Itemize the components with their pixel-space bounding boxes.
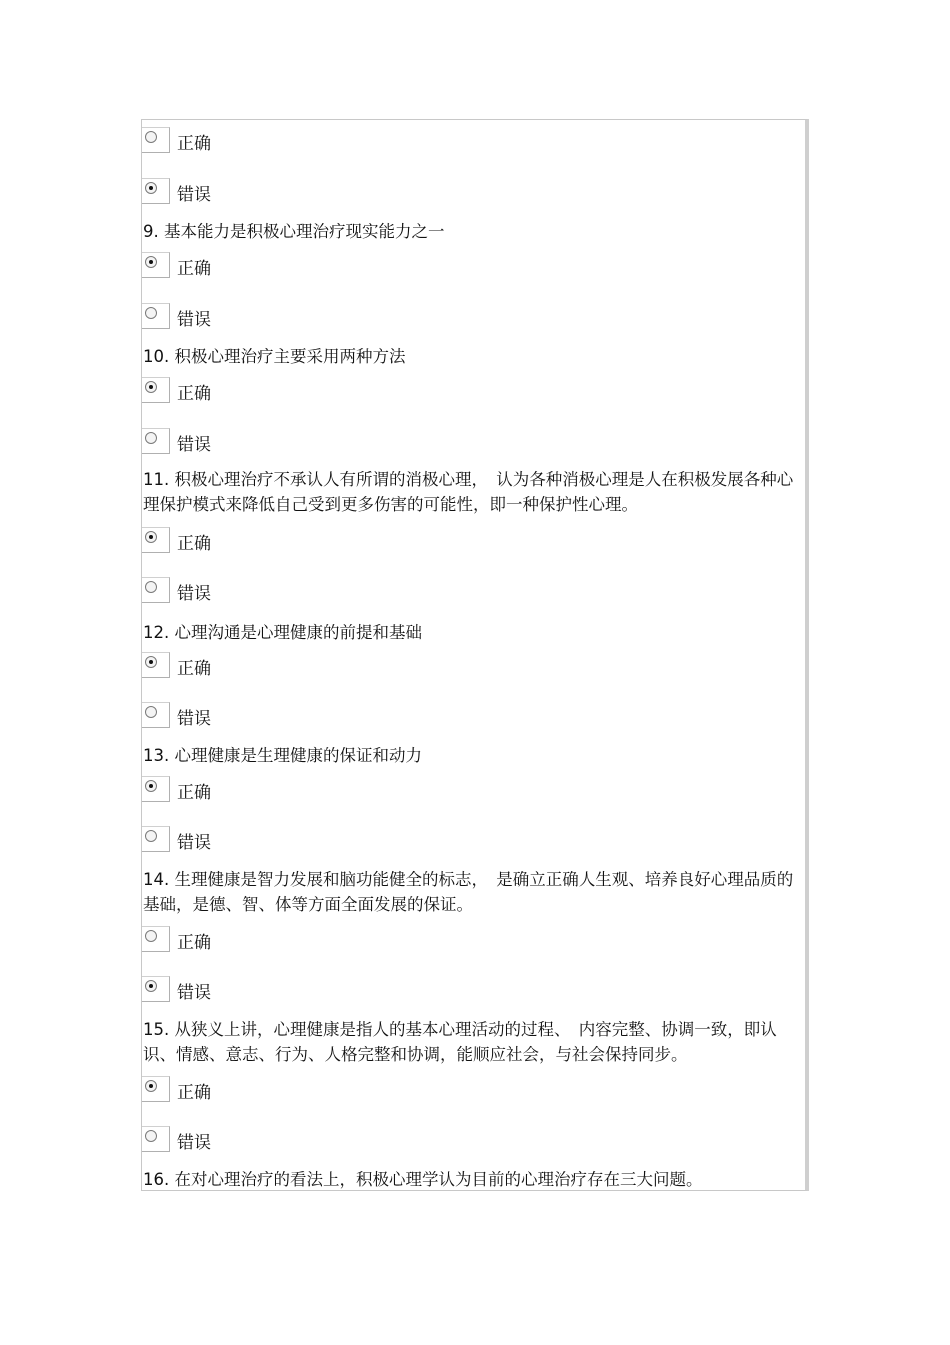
question-text: 12. 心理沟通是心理健康的前提和基础 bbox=[143, 623, 422, 642]
option-label: 正确 bbox=[177, 1083, 211, 1103]
option-label: 错误 bbox=[177, 185, 211, 205]
radio-frame bbox=[142, 702, 170, 728]
option-label: 错误 bbox=[177, 310, 211, 330]
radio-unchecked-icon[interactable] bbox=[145, 930, 157, 942]
question-text: 10. 积极心理治疗主要采用两种方法 bbox=[143, 347, 406, 366]
option-label: 错误 bbox=[177, 435, 211, 455]
answer-option-correct[interactable] bbox=[142, 776, 342, 806]
question-text: 16. 在对心理治疗的看法上，积极心理学认为目前的心理治疗存在三大问题。 bbox=[143, 1170, 703, 1189]
answer-option-wrong[interactable] bbox=[142, 428, 342, 458]
answer-option-correct[interactable] bbox=[142, 1076, 342, 1106]
answer-option-wrong[interactable] bbox=[142, 178, 342, 208]
radio-unchecked-icon[interactable] bbox=[145, 307, 157, 319]
radio-frame bbox=[142, 1126, 170, 1152]
question-text: 14. 生理健康是智力发展和脑功能健全的标志， 是确立正确人生观、培养良好心理品质的基础，是德、智、体等方面全面发展的保证。 bbox=[143, 870, 794, 914]
option-label: 错误 bbox=[177, 584, 211, 604]
radio-frame bbox=[142, 428, 170, 454]
radio-frame bbox=[142, 127, 170, 153]
radio-unchecked-icon[interactable] bbox=[145, 830, 157, 842]
radio-frame bbox=[142, 252, 170, 278]
radio-checked-icon[interactable] bbox=[145, 182, 157, 194]
question-text: 11. 积极心理治疗不承认人有所谓的消极心理， 认为各种消极心理是人在积极发展各种心理保护模式来降低自己受到更多伤害的可能性，即一种保护性心理。 bbox=[143, 470, 794, 514]
radio-checked-icon[interactable] bbox=[145, 980, 157, 992]
answer-option-correct[interactable] bbox=[142, 527, 342, 557]
radio-frame bbox=[142, 178, 170, 204]
option-label: 正确 bbox=[177, 384, 211, 404]
answer-option-correct[interactable] bbox=[142, 377, 342, 407]
option-label: 正确 bbox=[177, 534, 211, 554]
radio-frame bbox=[142, 527, 170, 553]
answer-option-wrong[interactable] bbox=[142, 303, 342, 333]
radio-frame bbox=[142, 652, 170, 678]
radio-frame bbox=[142, 826, 170, 852]
answer-option-wrong[interactable] bbox=[142, 702, 342, 732]
option-label: 正确 bbox=[177, 659, 211, 679]
answer-option-wrong[interactable] bbox=[142, 826, 342, 856]
radio-checked-icon[interactable] bbox=[145, 1080, 157, 1092]
radio-checked-icon[interactable] bbox=[145, 256, 157, 268]
option-label: 正确 bbox=[177, 933, 211, 953]
option-label: 错误 bbox=[177, 833, 211, 853]
question-text: 13. 心理健康是生理健康的保证和动力 bbox=[143, 746, 422, 765]
answer-option-correct[interactable] bbox=[142, 252, 342, 282]
answer-option-correct[interactable] bbox=[142, 127, 342, 157]
radio-checked-icon[interactable] bbox=[145, 531, 157, 543]
answer-option-correct[interactable] bbox=[142, 926, 342, 956]
radio-unchecked-icon[interactable] bbox=[145, 432, 157, 444]
radio-frame bbox=[142, 926, 170, 952]
option-label: 错误 bbox=[177, 709, 211, 729]
radio-checked-icon[interactable] bbox=[145, 656, 157, 668]
radio-frame bbox=[142, 776, 170, 802]
option-label: 正确 bbox=[177, 134, 211, 154]
radio-unchecked-icon[interactable] bbox=[145, 581, 157, 593]
radio-frame bbox=[142, 303, 170, 329]
option-label: 错误 bbox=[177, 983, 211, 1003]
radio-unchecked-icon[interactable] bbox=[145, 131, 157, 143]
radio-unchecked-icon[interactable] bbox=[145, 1130, 157, 1142]
radio-frame bbox=[142, 1076, 170, 1102]
question-text: 9. 基本能力是积极心理治疗现实能力之一 bbox=[143, 222, 445, 241]
answer-option-wrong[interactable] bbox=[142, 1126, 342, 1156]
radio-frame bbox=[142, 976, 170, 1002]
radio-unchecked-icon[interactable] bbox=[145, 706, 157, 718]
radio-frame bbox=[142, 577, 170, 603]
option-label: 正确 bbox=[177, 783, 211, 803]
answer-option-correct[interactable] bbox=[142, 652, 342, 682]
radio-frame bbox=[142, 377, 170, 403]
answer-option-wrong[interactable] bbox=[142, 976, 342, 1006]
radio-checked-icon[interactable] bbox=[145, 381, 157, 393]
answer-option-wrong[interactable] bbox=[142, 577, 342, 607]
option-label: 错误 bbox=[177, 1133, 211, 1153]
option-label: 正确 bbox=[177, 259, 211, 279]
radio-checked-icon[interactable] bbox=[145, 780, 157, 792]
question-text: 15. 从狭义上讲，心理健康是指人的基本心理活动的过程、 内容完整、协调一致，即认识、情感、意志、行为、人格完整和协调，能顺应社会，与社会保持同步。 bbox=[143, 1020, 777, 1064]
